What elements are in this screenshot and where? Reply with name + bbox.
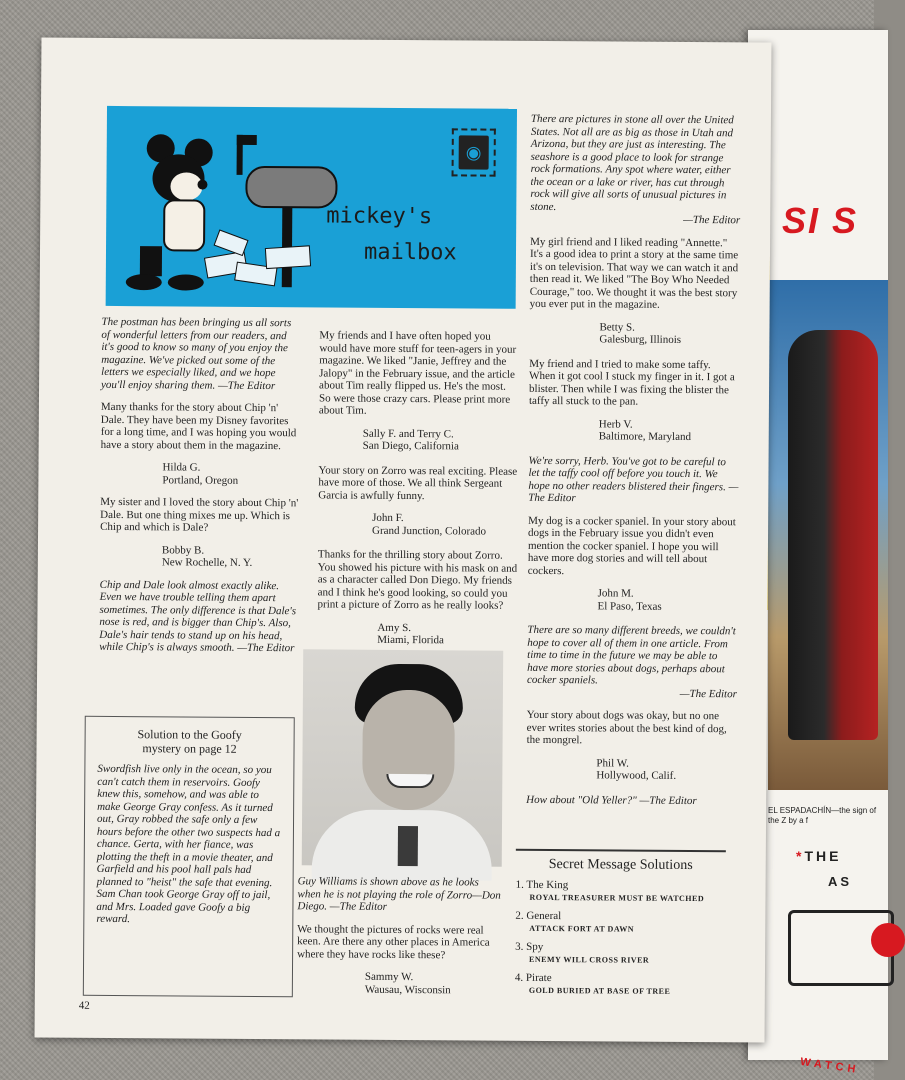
photo-caption: Guy Williams is shown above as he looks when he is not playing the role of Zorro—Don Diego. —The Editor — [297, 875, 501, 913]
letter-2-signature: Bobby B. New Rochelle, N. Y. — [161, 543, 253, 569]
letter-taffy: My friend and I tried to make some taffy. When it got cool I stuck my finger in it. I got a blister. Then while I was fixing the blister the taffy all stuck to the pan. — [528, 357, 735, 408]
secret-answer: ATTACK FORT AT DAWN — [529, 923, 635, 934]
letter-teenagers-signature: Sally F. and Terry C. San Diego, California — [362, 427, 459, 453]
asterisk-icon: * — [796, 848, 805, 864]
editor-reply-dogs: There are so many different breeds, we couldn't hope to cover all of them in one article. From time to time in the future we may be able to have more stories about dogs, perhaps about cocker spaniels. —The Editor — [526, 623, 737, 700]
letter-mongrel: Your story about dogs was okay, but no one ever writes stories about the best kind of dog, the mongrel. — [526, 708, 727, 747]
secret-answer: ENEMY WILL CROSS RIVER — [529, 954, 650, 965]
photo-smile — [386, 774, 434, 788]
letter-teenagers: My friends and I have often hoped you would have more stuff for teen-agers in your magazine. We liked "Janie, Jeffrey and the Jalopy" in the February issue, and the article about Tim really flipped us. He's the most. So were those crazy cars. Please print more about Tim. — [318, 329, 517, 417]
banner-title-line1: mickey's — [326, 203, 433, 230]
mickey-stamp-icon: ◉ — [459, 135, 489, 169]
letter-1: Many thanks for the story about Chip 'n' Dale. They have been my Disney favorites for a long time, and I was hoping you would have a story about them in the magazine. — [100, 400, 297, 452]
logo-circle-icon — [871, 923, 905, 957]
facing-page-caption: EL ESPADACHÍN—the sign of the Z by a f — [768, 806, 877, 825]
goofy-solution-text: Swordfish live only in the ocean, so you can't catch them in reservoirs. Goofy knew this, somehow, and was able to make George Gray confess. As it turned out, Gray robbed the safe only a few hours before the other two suspects had a chance. Gerta, with her fiance, was plotting the theft in a movie theater, and Garfield and his pool hall pals had planned to "heist" the safe that evening. Sam Chan took George Gray off to jail, and Mrs. Loaded gave Goofy a big reward. — [96, 762, 281, 926]
mickeys-mailbox-banner — [106, 106, 517, 309]
letter-zorro-1: Your story on Zorro was real exciting. Please have more of those. We all think Sergeant Garcia is awfully funny. — [318, 463, 518, 502]
editor-reply-old-yeller: How about "Old Yeller?" —The Editor — [526, 793, 697, 807]
guy-williams-photo — [302, 649, 504, 866]
goofy-solution-heading: Solution to the Goofy mystery on page 12 — [137, 727, 242, 756]
divider — [516, 849, 726, 852]
letter-2: My sister and I loved the story about Chip 'n' Dale. But one thing mixes me up. Which is Chip and which is Dale? — [100, 495, 299, 534]
letter-cocker: My dog is a cocker spaniel. In your story about dogs in the February issue you didn't even mention the cocker spaniel. I hope you will have more dog stories and will tell about cockers. — [527, 514, 736, 577]
photo-caption-block — [297, 875, 504, 1006]
editor-reply-chip-dale: Chip and Dale look almost exactly alike. Even we have trouble telling them apart sometimes. The only difference is that Dale's nose is red, and is bigger than Chip's. Also, Dale's hair tends to stand up on his head, while Chip's is always smooth. —The Editor — [99, 578, 297, 655]
letter-zorro-2-signature: Amy S. Miami, Florida — [377, 621, 444, 647]
editor-reply-taffy: We're sorry, Herb. You've got to be careful to let the taffy cool off before you touch it. We hope no other readers blistered their fingers. —The Editor — [528, 454, 739, 505]
letter-mongrel-signature: Phil W. Hollywood, Calif. — [596, 756, 677, 782]
secret-item: 2. General — [515, 909, 562, 923]
facing-page-title: SI S — [782, 200, 859, 241]
secret-item: 4. Pirate — [514, 971, 552, 985]
column-2 — [317, 329, 519, 657]
secret-item: 1. The King — [515, 878, 569, 892]
photo-face — [362, 690, 455, 811]
editor-reply-rocks: There are pictures in stone all over the United States. Not all are as big as those in Utah and Arizona, but they are just as interesting. The seashore is a good place to look for strange rock formations. Any spot where water, either the ocean or a lake or river, has cut through rock will give all sorts of unusual pictures in stone. —The Editor — [530, 112, 741, 227]
secret-answer: GOLD BURIED AT BASE OF TREE — [528, 985, 671, 996]
letter-rocks-signature: Sammy W. Wausau, Wisconsin — [364, 970, 451, 996]
facing-page-heading: *THE — [796, 848, 842, 864]
letter-1-signature: Hilda G. Portland, Oregon — [162, 461, 239, 487]
magazine-page — [35, 37, 772, 1042]
goofy-solution-box — [83, 716, 295, 997]
secret-item: 3. Spy — [515, 940, 544, 953]
letter-taffy-signature: Herb V. Baltimore, Maryland — [598, 417, 692, 444]
facing-page-subheading: AS — [828, 874, 853, 889]
intro-signature: —The Editor — [217, 379, 276, 392]
secret-message-solutions — [515, 849, 726, 1004]
tv-icon — [788, 910, 894, 986]
letter-cocker-signature: John M. El Paso, Texas — [597, 587, 662, 613]
zorro-figure — [788, 330, 878, 740]
letter-zorro-2: Thanks for the thrilling story about Zorro. You showed his picture with his mask on and as a character called Don Diego. My friends and I think he's good looking, so could you print a picture of Zorro as he really looks? — [317, 548, 518, 612]
column-1 — [99, 316, 301, 665]
secret-answer: ROYAL TREASURER MUST BE WATCHED — [529, 892, 705, 904]
letter-rocks: We thought the pictures of rocks were real keen. Are there any other places in America where they have rocks like these? — [297, 922, 490, 961]
column-3 — [526, 113, 741, 817]
facing-page-footer: WATCH — [799, 1055, 861, 1077]
mickey-mailbox-illustration-icon — [116, 126, 337, 298]
letter-zorro-1-signature: John F. Grand Junction, Colorado — [372, 511, 487, 538]
secret-heading: Secret Message Solutions — [548, 857, 693, 874]
photo-tie — [398, 826, 418, 866]
letter-annette: My girl friend and I liked reading "Annette." It's a good idea to print a story at the same time it's on television. That way we can watch it and then read it. We liked "The Boy Who Needed Courage," too. We thought it was the best story you ever put in the magazine. — [529, 235, 739, 311]
stamp-icon — [452, 128, 496, 176]
letter-annette-signature: Betty S. Galesburg, Illinois — [599, 320, 682, 346]
banner-title-line2: mailbox — [363, 239, 457, 266]
page-number: 42 — [78, 999, 90, 1012]
intro-text: The postman has been bringing us all sorts of wonderful letters from our readers, and it's good to know so many of you enjoy the magazine. We've picked out some of the letters we especially liked, and we hope you'll enjoy sharing them. —The Editor — [101, 315, 292, 392]
